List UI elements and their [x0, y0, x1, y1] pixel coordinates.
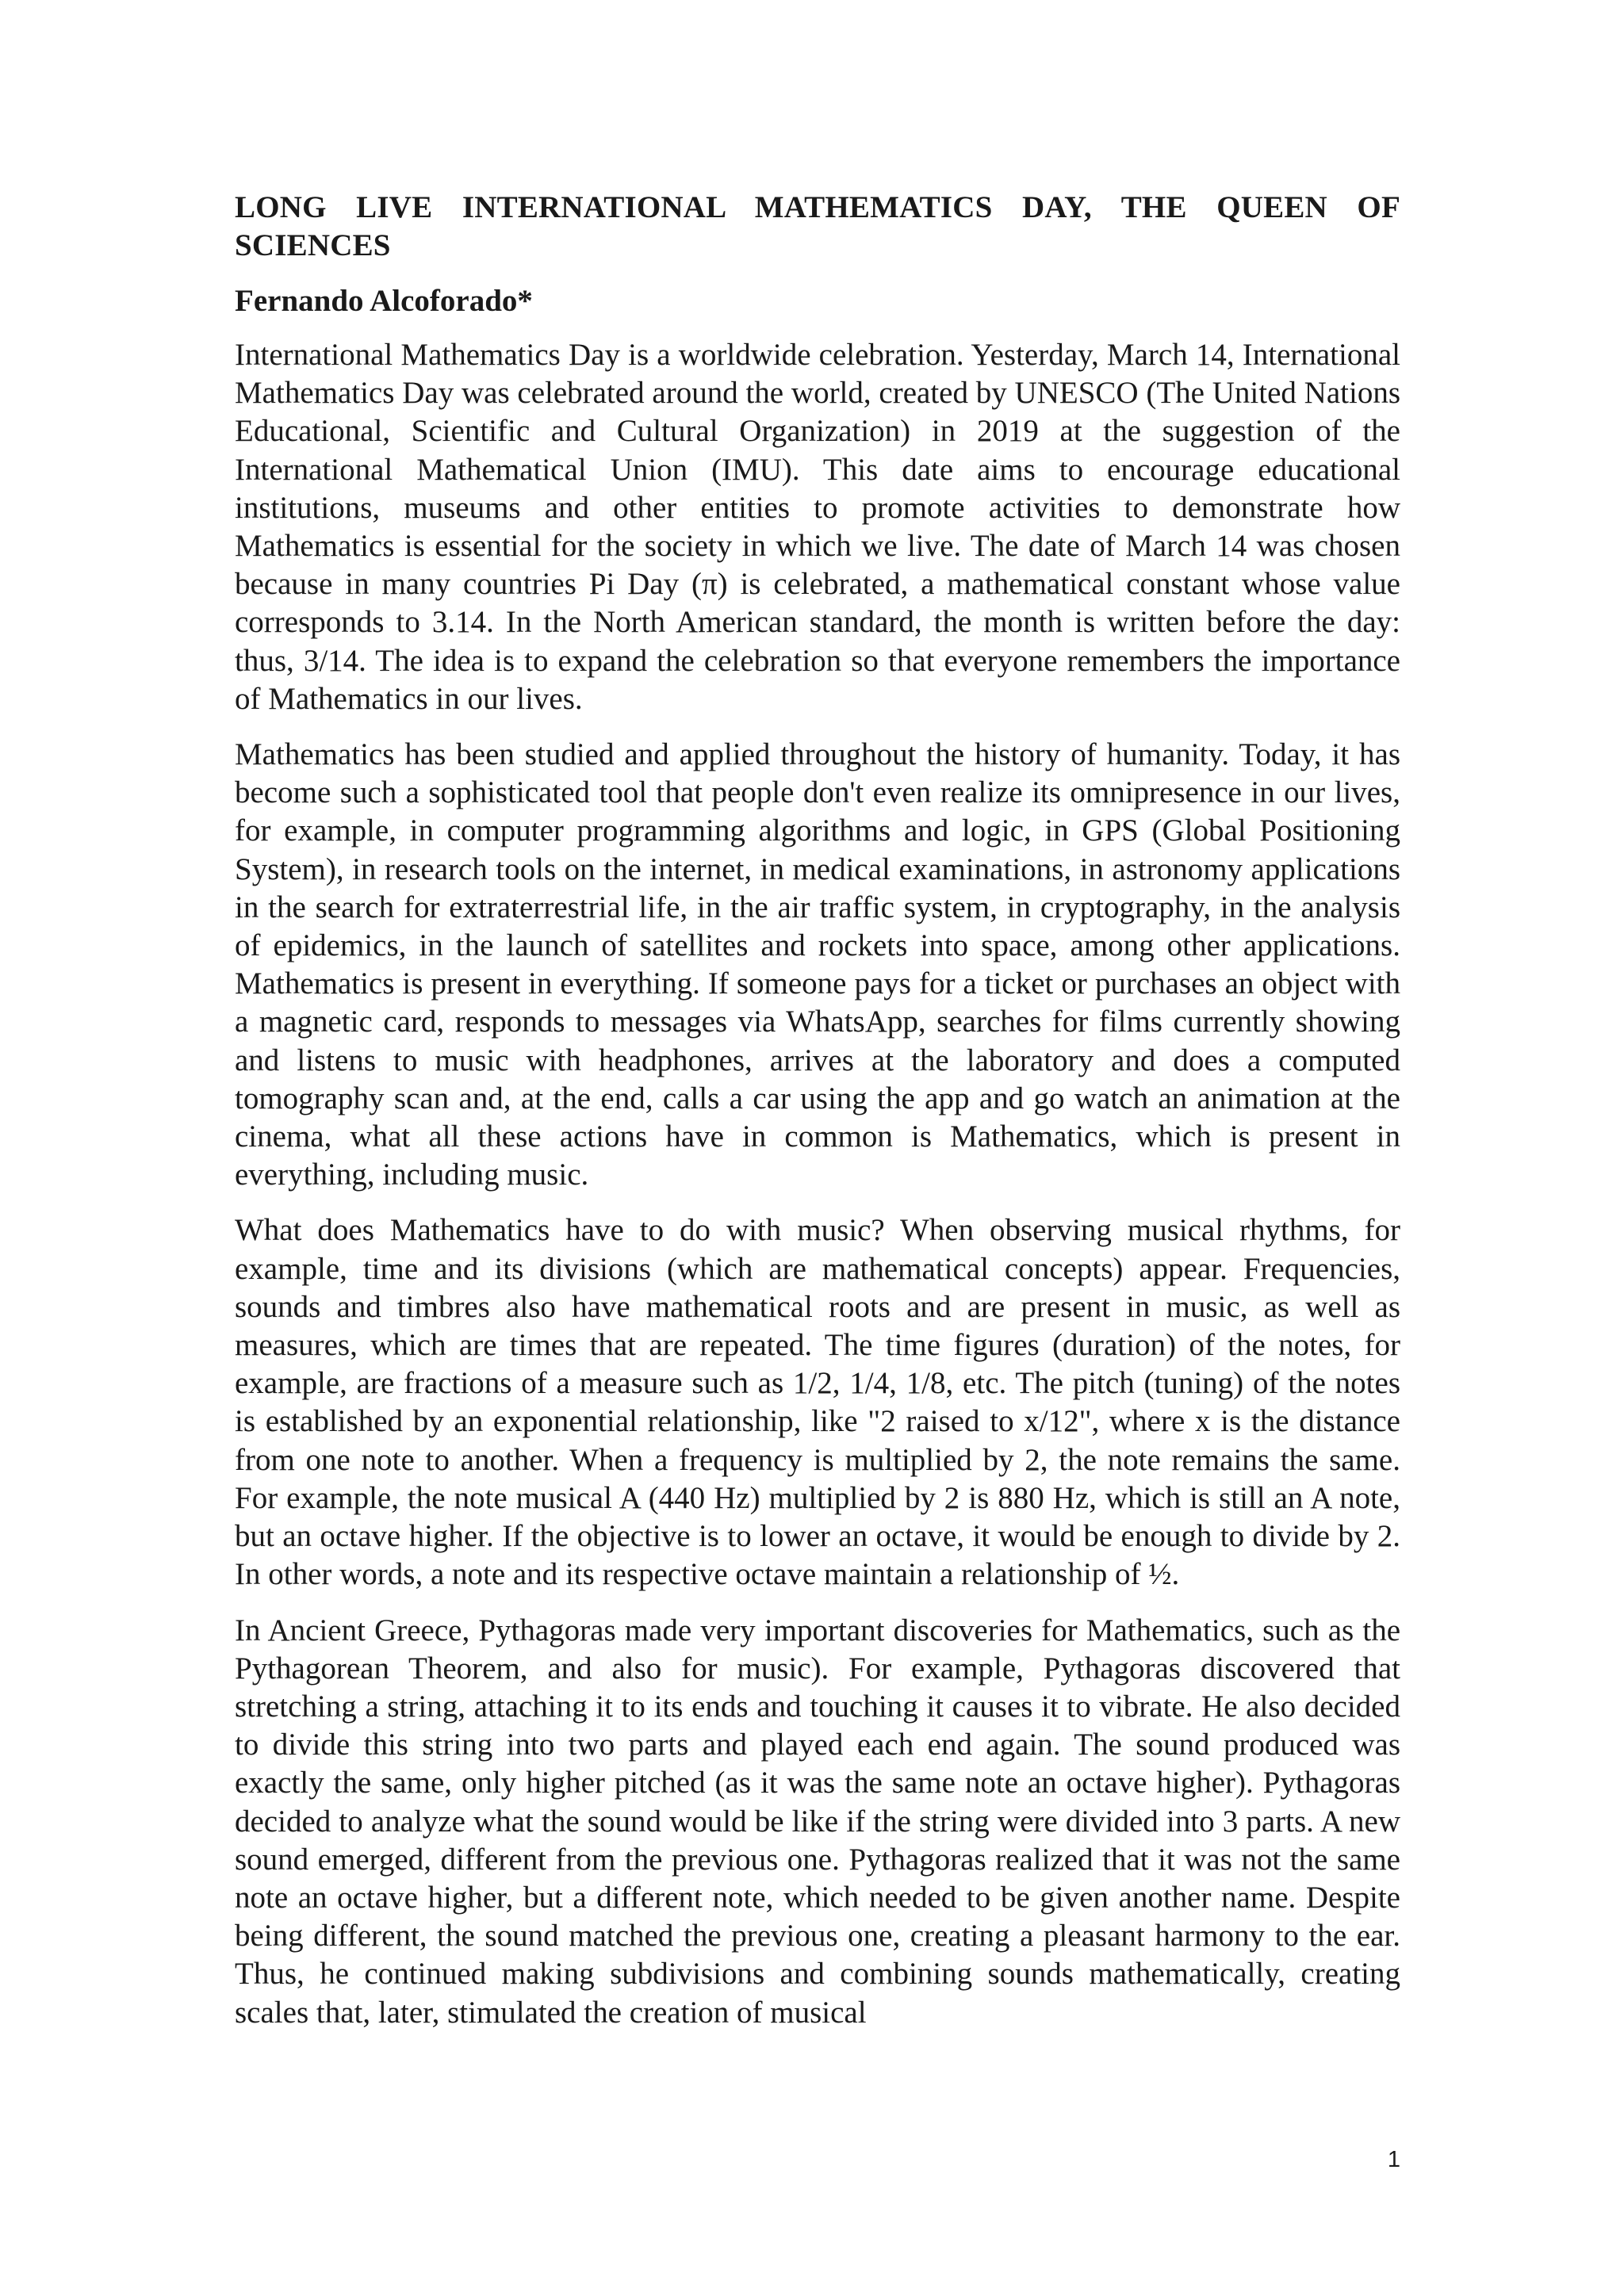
paragraph-1: International Mathematics Day is a worldwide celebration. Yesterday, March 14, International Mathematics Day was celebrated around the world, created by UNESCO (The United Nations Educational, Scientific and Cultural Organization) in 2019 at the suggestion of the International Mathematical Union (IMU). This date aims to encourage educational institutions, museums and other entities to promote activities to demonstrate how Mathematics is essential for the society in which we live. The date of March 14 was chosen because in many countries Pi Day (π) is celebrated, a mathematical constant whose value corresponds to 3.14. In the North American standard, the month is written before the day: thus, 3/14. The idea is to expand the celebration so that everyone remembers the importance of Mathematics in our lives.	[235, 338, 1400, 716]
document-title: LONG LIVE INTERNATIONAL MATHEMATICS DAY, THE QUEEN OF SCIENCES	[235, 190, 1400, 262]
paragraph-2: Mathematics has been studied and applied throughout the history of humanity. Today, it has become such a sophisticated tool that people don't even realize its omnipresence in our lives, for example, in computer programming algorithms and logic, in GPS (Global Positioning System), in research tools on the internet, in medical examinations, in astronomy applications in the search for extraterrestrial life, in the air traffic system, in cryptography, in the analysis of epidemics, in the launch of satellites and rockets into space, among other applications. Mathematics is present in everything. If someone pays for a ticket or purchases an object with a magnetic card, responds to messages via WhatsApp, searches for films currently showing and listens to music with headphones, arrives at the laboratory and does a computed tomography scan and, at the end, calls a car using the app and go watch an animation at the cinema, what all these actions have in common is Mathematics, which is present in everything, including music.	[235, 737, 1400, 1192]
document-body	[235, 189, 1400, 2049]
document-author: Fernando Alcoforado*	[235, 284, 533, 318]
page-number: 1	[1387, 2147, 1400, 2172]
paragraph-3: What does Mathematics have to do with music? When observing musical rhythms, for example, time and its divisions (which are mathematical concepts) appear. Frequencies, sounds and timbres also have mathematical roots and are present in music, as well as measures, which are times that are repeated. The time figures (duration) of the notes, for example, are fractions of a measure such as 1/2, 1/4, 1/8, etc. The pitch (tuning) of the notes is established by an exponential relationship, like "2 raised to x/12", where x is the distance from one note to another. When a frequency is multiplied by 2, the note remains the same. For example, the note musical A (440 Hz) multiplied by 2 is 880 Hz, which is still an A note, but an octave higher. If the objective is to lower an octave, it would be enough to divide by 2. In other words, a note and its respective octave maintain a relationship of ½.	[235, 1213, 1400, 1592]
paragraph-4: In Ancient Greece, Pythagoras made very important discoveries for Mathematics, such as the Pythagorean Theorem, and also for music). For example, Pythagoras discovered that stretching a string, attaching it to its ends and touching it causes it to vibrate. He also decided to divide this string into two parts and played each end again. The sound produced was exactly the same, only higher pitched (as it was the same note an octave higher). Pythagoras decided to analyze what the sound would be like if the string were divided into 3 parts. A new sound emerged, different from the previous one. Pythagoras realized that it was not the same note an octave higher, but a different note, which needed to be given another name. Despite being different, the sound matched the previous one, creating a pleasant harmony to the ear. Thus, he continued making subdivisions and combining sounds mathematically, creating scales that, later, stimulated the creation of musical	[235, 1613, 1400, 2030]
